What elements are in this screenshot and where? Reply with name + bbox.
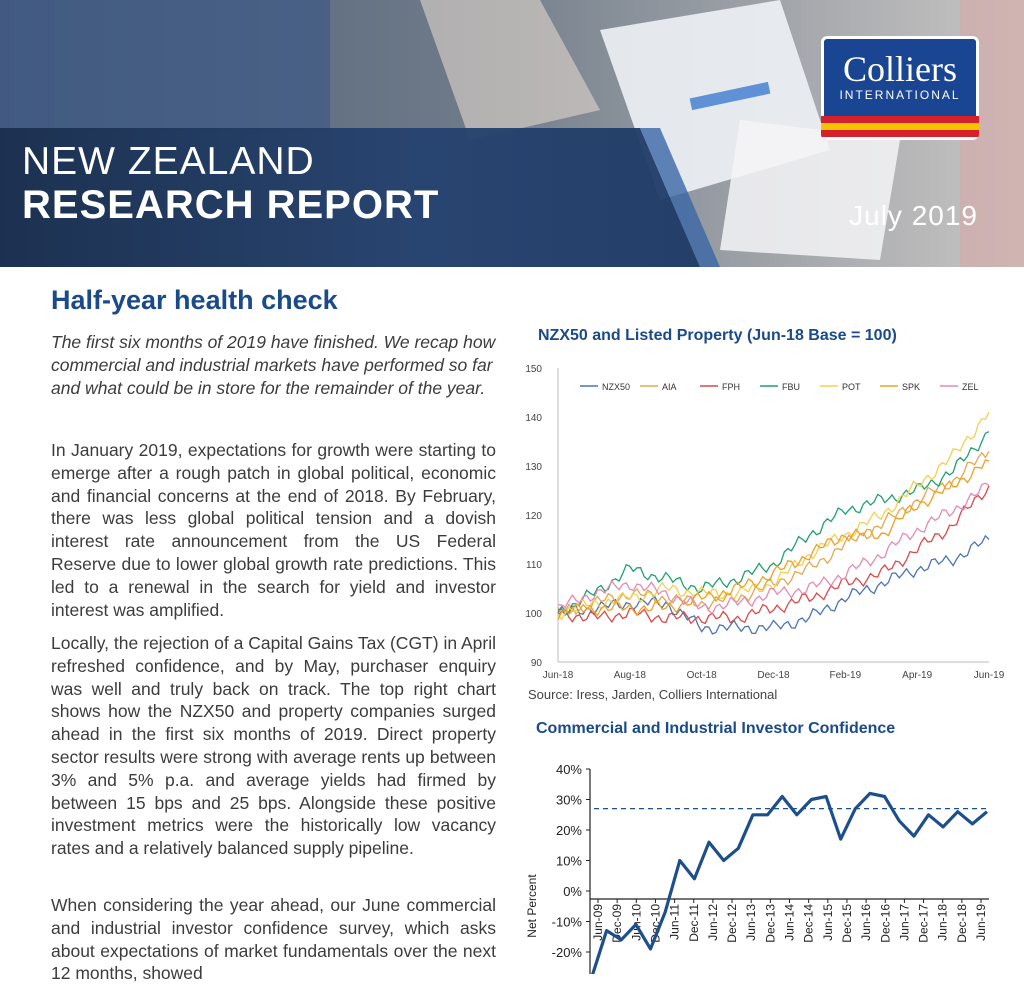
chart2-x-tick-label: Dec-13 — [763, 904, 778, 943]
chart1-y-tick-label: 110 — [526, 560, 542, 571]
article-intro: The first six months of 2019 have finished. We recap how commercial and industrial markets have performed so far and what could be in store for the remainder of the year. — [51, 332, 496, 398]
chart1-y-tick-label: 150 — [525, 364, 542, 375]
logo-stripe-red-2 — [821, 130, 979, 137]
chart1-y-tick-label: 140 — [525, 413, 542, 424]
chart1-x-tick-label: Apr-19 — [902, 670, 933, 681]
chart2-y-tick-label: 20% — [555, 823, 582, 838]
chart1-legend-label: POT — [842, 382, 861, 392]
chart2-y-tick-label: 40% — [555, 762, 582, 777]
chart1-y-tick-label: 120 — [525, 511, 542, 522]
chart2-x-tick-label: Jun-19 — [974, 904, 988, 941]
chart1-x-tick-label: Jun-18 — [542, 670, 574, 681]
chart2-y-tick-label: -20% — [551, 945, 582, 960]
article-heading: Half-year health check — [51, 285, 338, 315]
report-title-line1: NEW ZEALAND — [22, 140, 315, 183]
chart2-x-tick-label: Dec-09 — [610, 904, 625, 943]
chart1-source: Source: Iress, Jarden, Colliers International — [528, 687, 778, 702]
chart2-x-tick-label: Jun-11 — [667, 904, 682, 940]
chart1-series-fph — [558, 486, 989, 624]
investor-confidence-chart — [514, 744, 1014, 974]
logo-name: Colliers — [843, 49, 957, 89]
chart1-title: NZX50 and Listed Property (Jun-18 Base = 100) — [538, 327, 897, 344]
article-paragraph-2: Locally, the rejection of a Capital Gains Tax (CGT) in April refreshed confidence, and by May, purchaser enquiry was well and truly back on track. The top right chart shows how the NZX50 and property companies surged ahead in the first six months of 2019. Direct property sector results were strong with average rents up between 3% and 5% p.a. and average yields had firmed by between 15 bps and 25 bps. Alongside these positive investment metrics were the historically low vacancy rates and a relatively balanced supply pipeline. — [51, 633, 496, 859]
chart2-y-axis-label: Net Percent — [525, 874, 539, 938]
chart2-x-tick-label: Dec-10 — [648, 904, 663, 943]
chart2-x-tick-label: Jun-13 — [744, 904, 759, 941]
chart1-series-fbu — [558, 432, 989, 615]
chart1-legend-label: ZEL — [962, 382, 979, 392]
chart1-y-tick-label: 100 — [525, 609, 542, 620]
chart2-y-tick-label: 0% — [563, 884, 582, 899]
chart2-x-tick-label: Dec-15 — [839, 904, 854, 943]
chart1-y-tick-label: 90 — [530, 658, 542, 669]
logo-subtitle: INTERNATIONAL — [839, 88, 961, 102]
chart2-x-tick-label: Dec-18 — [954, 904, 969, 943]
chart2-x-tick-label: Jun-15 — [820, 904, 835, 941]
chart1-x-tick-label: Dec-18 — [757, 670, 790, 681]
chart2-x-tick-label: Jun-10 — [629, 904, 644, 941]
chart1-x-tick-label: Feb-19 — [829, 670, 862, 681]
chart2-x-tick-label: Jun-09 — [591, 904, 605, 941]
chart1-legend-label: FPH — [722, 382, 740, 392]
chart1-legend-label: FBU — [782, 382, 800, 392]
chart2-series-line — [592, 793, 987, 974]
chart2-x-tick-label: Dec-12 — [725, 904, 740, 943]
chart2-y-tick-label: 30% — [555, 792, 582, 808]
chart2-x-tick-label: Dec-11 — [686, 904, 701, 942]
logo-stripe-yellow — [821, 123, 979, 130]
chart1-x-tick-label: Jun-19 — [973, 670, 1005, 681]
chart1-series-spk — [558, 460, 989, 620]
chart2-y-tick-label: -10% — [551, 914, 582, 930]
chart2-x-tick-label: Dec-17 — [916, 904, 931, 943]
chart2-x-tick-label: Jun-12 — [705, 904, 720, 941]
logo-stripe-red — [821, 116, 979, 123]
article-paragraph-3: When considering the year ahead, our June commercial and industrial investor confidence survey, which asks about expectations of market fundamentals over the next 12 months, showed — [51, 895, 496, 984]
chart1-y-tick-label: 130 — [525, 462, 542, 473]
chart1-x-tick-label: Aug-18 — [613, 670, 646, 681]
header-banner — [0, 0, 1024, 267]
chart2-x-tick-label: Dec-16 — [878, 904, 893, 943]
article-paragraph-1: In January 2019, expectations for growth were starting to emerge after a rough patch in global political, economic and financial concerns at the end of 2018. By February, there was less global political tension and a dovish interest rate announcement from the US Federal Reserve due to lower global growth rate predictions. This led to a renewal in the search for yield and investor interest was amplified. — [51, 440, 496, 620]
chart2-x-tick-label: Jun-14 — [782, 904, 797, 941]
colliers-logo — [821, 36, 979, 140]
chart1-legend-label: NZX50 — [602, 382, 631, 392]
chart2-x-tick-label: Dec-14 — [801, 904, 816, 943]
report-date: July 2019 — [849, 200, 978, 231]
chart2-x-tick-label: Jun-17 — [897, 904, 912, 941]
chart2-title: Commercial and Industrial Investor Confidence — [536, 720, 896, 737]
report-title-line2: RESEARCH REPORT — [22, 183, 440, 227]
chart1-legend-label: SPK — [902, 382, 921, 392]
chart1-x-tick-label: Oct-18 — [686, 670, 717, 681]
chart1-legend-label: AIA — [662, 382, 677, 392]
nzx50-listed-property-chart — [514, 352, 1014, 682]
chart2-x-tick-label: Jun-18 — [935, 904, 950, 941]
chart2-x-tick-label: Jun-16 — [859, 904, 874, 941]
chart2-y-tick-label: 10% — [555, 853, 582, 869]
